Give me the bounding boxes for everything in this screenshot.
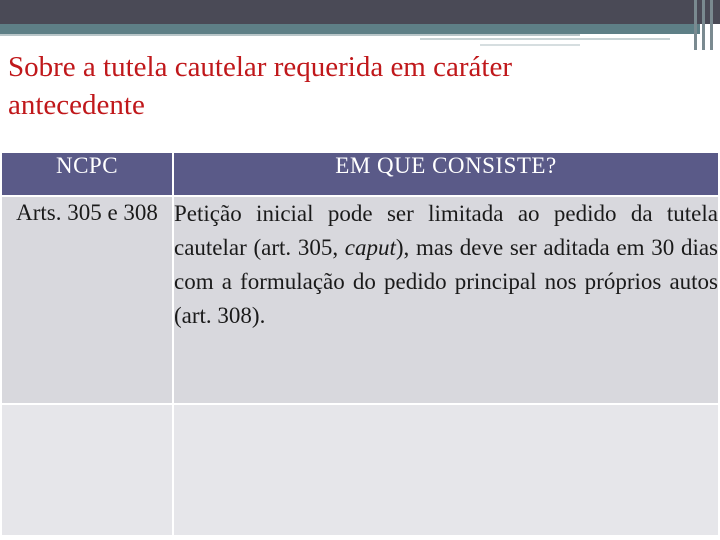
table-header-row <box>1 152 719 196</box>
table-cell-empty <box>1 404 173 536</box>
table-cell-description <box>173 196 719 404</box>
slide-title: Sobre a tutela cautelar requerida em caráter antecedente <box>8 51 512 121</box>
table-cell-articles: Arts. 305 e 308 <box>1 196 173 404</box>
description-text: Petição inicial pode ser limitada ao pedido da tutela cautelar (art. 305, <box>174 201 718 260</box>
top-bar <box>0 0 720 24</box>
decorative-line <box>480 44 580 46</box>
table-cell-empty <box>173 404 719 536</box>
header-ncpc: NCPC <box>1 152 173 196</box>
table-row <box>1 404 719 536</box>
table-row <box>1 196 719 404</box>
decorative-line <box>420 38 670 40</box>
decorative-line <box>0 34 580 36</box>
header-em-que-consiste: EM QUE CONSISTE? <box>173 152 719 196</box>
description-italic-text: caput <box>344 235 396 260</box>
description-text-end: ), mas deve ser aditada em 30 dias com a formulação do pedido principal nos próprios autos (art. 308). <box>174 235 718 328</box>
accent-bar <box>0 24 700 34</box>
content-table <box>0 151 720 537</box>
decorative-stripes <box>690 0 720 50</box>
